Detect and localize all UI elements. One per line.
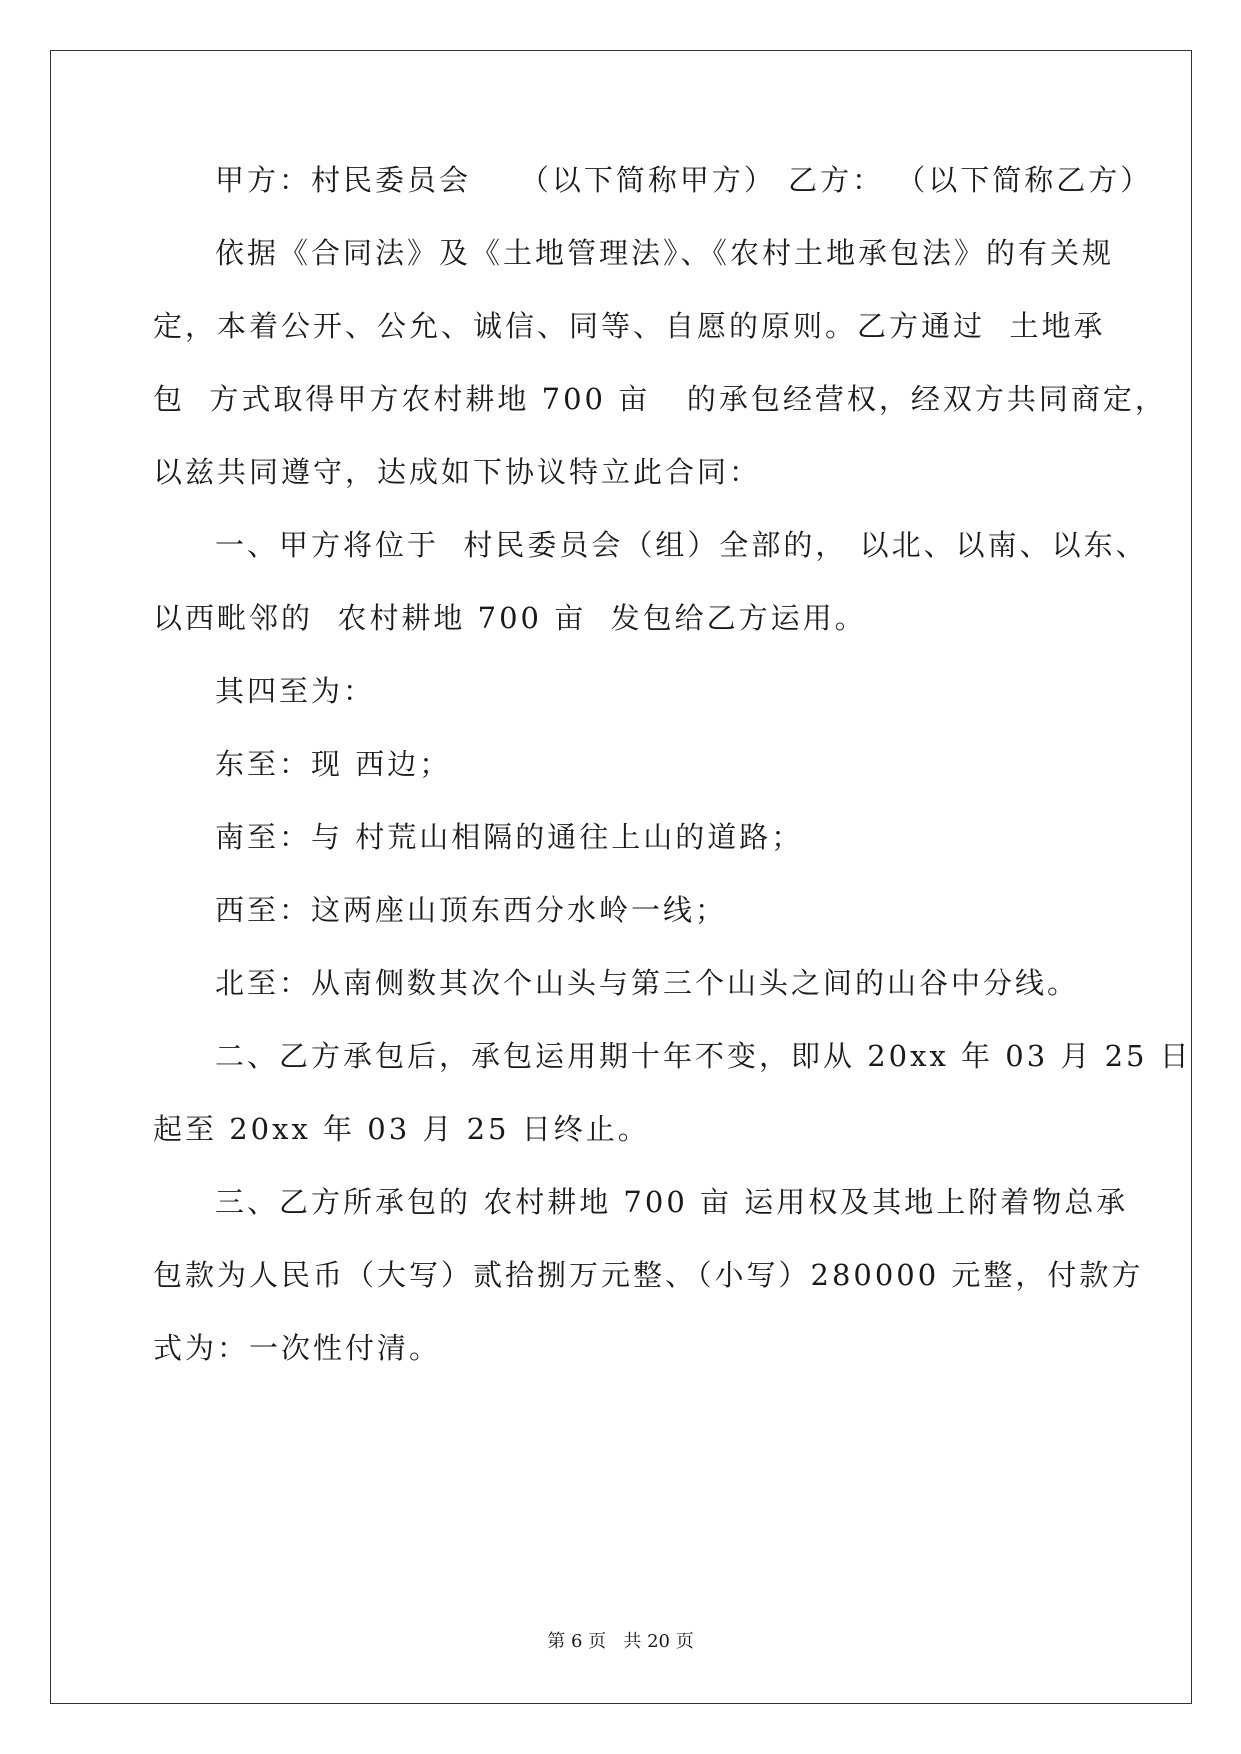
paragraph-line: 依据《合同法》及《土地管理法》、《农村土地承包法》的有关规 <box>215 236 1115 270</box>
clause-two-line: 起至 20xx 年 03 月 25 日终止。 <box>153 1112 650 1146</box>
paragraph-line: 包 方式取得甲方农村耕地 700 亩 的承包经营权，经双方共同商定， <box>153 382 1167 416</box>
clause-two-line: 二、乙方承包后，承包运用期十年不变，即从 20xx 年 03 月 25 日 <box>215 1039 1192 1073</box>
clause-one-line: 以西毗邻的 农村耕地 700 亩 发包给乙方运用。 <box>153 601 867 635</box>
clause-three-line: 三、乙方所承包的 农村耕地 700 亩 运用权及其地上附着物总承 <box>215 1185 1129 1219</box>
clause-one-line: 一、甲方将位于 村民委员会（组）全部的， 以北、以南、以东、 <box>215 528 1148 562</box>
page-number: 第 6 页 共 20 页 <box>547 1631 694 1652</box>
clause-three-line: 包款为人民币（大写）贰拾捌万元整、（小写）280000 元整，付款方 <box>153 1258 1144 1292</box>
paragraph-line: 定，本着公开、公允、诚信、同等、自愿的原则。乙方通过 土地承 <box>153 309 1106 343</box>
clause-three-line: 式为：一次性付清。 <box>153 1331 442 1365</box>
paragraph-line: 以兹共同遵守，达成如下协议特立此合同： <box>153 455 762 489</box>
boundary-heading: 其四至为： <box>215 674 376 708</box>
boundary-south: 南至：与 村荒山相隔的通往上山的道路； <box>215 820 804 854</box>
boundary-east: 东至：现 西边； <box>215 747 452 781</box>
party-line: 甲方：村民委员会 （以下简称甲方） 乙方： （以下简称乙方） <box>215 163 1153 197</box>
boundary-north: 北至：从南侧数其次个山头与第三个山头之间的山谷中分线。 <box>215 966 1080 1000</box>
page-border <box>50 50 1192 1704</box>
boundary-west: 西至：这两座山顶东西分水岭一线； <box>215 893 728 927</box>
page-footer <box>0 1630 1241 1654</box>
